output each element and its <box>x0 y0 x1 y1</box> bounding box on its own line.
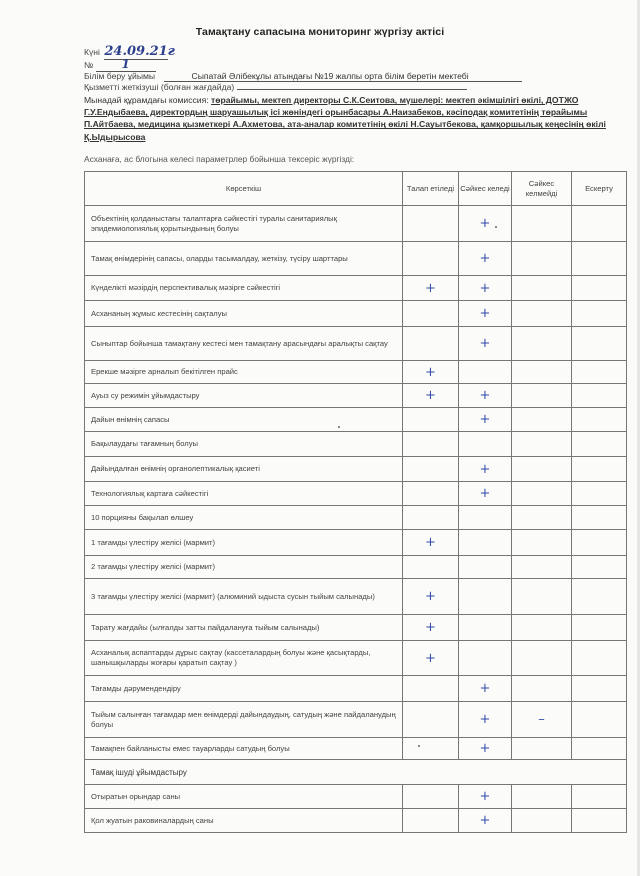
indicator-cell: Технологиялық картаға сәйкестігі <box>85 482 403 506</box>
required-cell <box>403 702 459 738</box>
compliant-cell: + <box>459 242 512 276</box>
header-compliant: Сәйкес келеді <box>459 172 512 206</box>
compliant-cell <box>459 579 512 615</box>
inspection-intro: Асханаға, ас блогына келесі параметрлер бойынша тексеріс жүргізді: <box>84 154 355 164</box>
noncompliant-cell <box>512 530 572 556</box>
required-cell <box>403 482 459 506</box>
required-cell <box>403 301 459 327</box>
indicator-cell: 10 порцияны бақылап өлшеу <box>85 506 403 530</box>
note-cell <box>572 641 627 676</box>
header-note: Ескерту <box>572 172 627 206</box>
noncompliant-cell <box>512 506 572 530</box>
required-cell <box>403 432 459 457</box>
note-cell <box>572 738 627 760</box>
date-value: 24.09.21г <box>104 44 175 59</box>
table-row <box>85 506 627 530</box>
compliant-cell <box>459 615 512 641</box>
noncompliant-cell <box>512 206 572 242</box>
compliant-cell <box>459 361 512 384</box>
note-cell <box>572 457 627 482</box>
table-row <box>85 785 627 809</box>
required-cell <box>403 785 459 809</box>
note-cell <box>572 408 627 432</box>
note-cell <box>572 556 627 579</box>
required-cell <box>403 408 459 432</box>
number-value: 1 <box>96 57 156 72</box>
noncompliant-cell <box>512 457 572 482</box>
commission-block <box>84 94 624 143</box>
noncompliant-cell <box>512 361 572 384</box>
header-noncompliant: Сәйкес келмейді <box>512 172 572 206</box>
indicator-cell: Дайын өнімнің сапасы <box>85 408 403 432</box>
indicator-cell: Ауыз су режимін ұйымдастыру <box>85 384 403 408</box>
indicator-cell: 2 тағамды үлестіру желісі (мармит) <box>85 556 403 579</box>
noncompliant-cell <box>512 556 572 579</box>
note-cell <box>572 276 627 301</box>
header-required: Талап етіледі <box>403 172 459 206</box>
indicator-cell: Тарату жағдайы (ылғалды затты пайдалануға тыйым салынады) <box>85 615 403 641</box>
table-row <box>85 276 627 301</box>
indicator-cell: Тамақпен байланысты емес тауарларды сатудың болуы <box>85 738 403 760</box>
indicator-cell: Тыйым салынған тағамдар мен өнімдерді дайындаудың, сатудың және пайдаланудың болуы <box>85 702 403 738</box>
table-section-row <box>85 760 627 785</box>
header-indicator: Көрсеткіш <box>85 172 403 206</box>
noncompliant-cell <box>512 579 572 615</box>
supplier-line <box>84 82 467 92</box>
compliant-cell: + <box>459 327 512 361</box>
required-cell: + <box>403 361 459 384</box>
indicator-cell: 3 тағамды үлестіру желісі (мармит) (алюминий ыдыста сусын тыйым салынады) <box>85 579 403 615</box>
table-row <box>85 242 627 276</box>
date-label: Күні <box>84 47 100 57</box>
compliant-cell: + <box>459 676 512 702</box>
compliant-cell: + <box>459 457 512 482</box>
note-cell <box>572 530 627 556</box>
noncompliant-cell <box>512 384 572 408</box>
table-row <box>85 738 627 760</box>
number-label: № <box>84 60 94 70</box>
table-row <box>85 206 627 242</box>
noncompliant-cell <box>512 615 572 641</box>
compliant-cell: + <box>459 809 512 833</box>
section-title: Тамақ ішуді ұйымдастыру <box>85 760 627 785</box>
indicator-cell: Асхананың жұмыс кестесінің сақталуы <box>85 301 403 327</box>
note-cell <box>572 432 627 457</box>
required-cell <box>403 809 459 833</box>
compliant-cell <box>459 432 512 457</box>
note-cell <box>572 361 627 384</box>
compliant-cell <box>459 641 512 676</box>
required-cell <box>403 206 459 242</box>
ink-speck <box>418 745 420 747</box>
required-cell: + <box>403 641 459 676</box>
noncompliant-cell <box>512 738 572 760</box>
required-cell <box>403 242 459 276</box>
note-cell <box>572 482 627 506</box>
school-value: Сыпатай Әлібекұлы атындағы №19 жалпы орта білім беретін мектебі <box>164 71 522 82</box>
note-cell <box>572 242 627 276</box>
table-row <box>85 432 627 457</box>
required-cell <box>403 738 459 760</box>
table-header-row <box>85 172 627 206</box>
commission-members: төрайымы, мектеп директоры С.К.Сеитова, мүшелері: мектеп әкімшілігі өкілі, ДОТЖО Г.У.Ендыбаева, директордың шаруашылық ісі жөніндегі орынбасары А.Наизабеков, кәсіподақ комитетінің төрайымы П.Айтбаева, медицина қызметкері А.Ахметова, ата-аналар комитетінің өкілі Н.Сауытбекова, қамқоршылық кеңесінің өкілі Қ.Ыдырысова <box>84 95 606 142</box>
table-row <box>85 809 627 833</box>
indicator-cell: Бақылаудағы тағамның болуы <box>85 432 403 457</box>
table-row <box>85 384 627 408</box>
required-cell <box>403 556 459 579</box>
compliant-cell: + <box>459 384 512 408</box>
compliant-cell: + <box>459 301 512 327</box>
indicator-cell: Сыныптар бойынша тамақтану кестесі мен тамақтану арасындағы аралықты сақтау <box>85 327 403 361</box>
indicator-cell: Асханалық аспаптарды дұрыс сақтау (кассеталардың болуы және қасықтарды, шанышқыларды жоғары қаратып сақтау ) <box>85 641 403 676</box>
noncompliant-cell <box>512 327 572 361</box>
school-line <box>84 71 522 82</box>
indicator-cell: Тағамды дәрумендендіру <box>85 676 403 702</box>
noncompliant-cell: – <box>512 702 572 738</box>
note-cell <box>572 676 627 702</box>
noncompliant-cell <box>512 276 572 301</box>
table-row <box>85 327 627 361</box>
table-row <box>85 482 627 506</box>
required-cell <box>403 327 459 361</box>
compliant-cell: + <box>459 408 512 432</box>
table-row <box>85 301 627 327</box>
compliant-cell: + <box>459 276 512 301</box>
table-row <box>85 641 627 676</box>
compliant-cell: + <box>459 482 512 506</box>
note-cell <box>572 579 627 615</box>
compliant-cell: + <box>459 785 512 809</box>
table-row <box>85 457 627 482</box>
note-cell <box>572 702 627 738</box>
noncompliant-cell <box>512 676 572 702</box>
noncompliant-cell <box>512 482 572 506</box>
required-cell: + <box>403 579 459 615</box>
required-cell: + <box>403 276 459 301</box>
noncompliant-cell <box>512 242 572 276</box>
table-row <box>85 530 627 556</box>
compliant-cell <box>459 556 512 579</box>
monitoring-table <box>84 171 627 833</box>
ink-speck <box>338 426 340 428</box>
noncompliant-cell <box>512 785 572 809</box>
supplier-blank <box>237 89 467 90</box>
table-row <box>85 556 627 579</box>
note-cell <box>572 327 627 361</box>
indicator-cell: 1 тағамды үлестіру желісі (мармит) <box>85 530 403 556</box>
table-row <box>85 676 627 702</box>
table-row <box>85 702 627 738</box>
note-cell <box>572 809 627 833</box>
noncompliant-cell <box>512 641 572 676</box>
compliant-cell: + <box>459 738 512 760</box>
noncompliant-cell <box>512 432 572 457</box>
compliant-cell: + <box>459 702 512 738</box>
required-cell: + <box>403 615 459 641</box>
required-cell <box>403 506 459 530</box>
document-title: Тамақтану сапасына мониторинг жүргізу актісі <box>195 26 445 38</box>
indicator-cell: Қол жуатын раковиналардың саны <box>85 809 403 833</box>
note-cell <box>572 301 627 327</box>
indicator-cell: Тамақ өнімдерінің сапасы, оларды тасымалдау, жеткізу, түсіру шарттары <box>85 242 403 276</box>
required-cell: + <box>403 384 459 408</box>
note-cell <box>572 506 627 530</box>
ink-speck <box>495 226 497 228</box>
indicator-cell: Объектінің қолданыстағы талаптарға сәйкестігі туралы санитариялық эпидемиологиялық қорытындының болуы <box>85 206 403 242</box>
indicator-cell: Дайындалған өнімнің органолептикалық қасиеті <box>85 457 403 482</box>
compliant-cell: + <box>459 206 512 242</box>
note-cell <box>572 384 627 408</box>
required-cell: + <box>403 530 459 556</box>
noncompliant-cell <box>512 809 572 833</box>
noncompliant-cell <box>512 408 572 432</box>
compliant-cell <box>459 506 512 530</box>
compliant-cell <box>459 530 512 556</box>
table-row <box>85 361 627 384</box>
note-cell <box>572 785 627 809</box>
indicator-cell: Күнделікті мәзірдің перспективалық мәзірге сәйкестігі <box>85 276 403 301</box>
number-line <box>84 57 156 72</box>
school-label: Білім беру ұйымы <box>84 71 156 81</box>
note-cell <box>572 615 627 641</box>
indicator-cell: Отыратын орындар саны <box>85 785 403 809</box>
table-row <box>85 579 627 615</box>
table-row <box>85 615 627 641</box>
required-cell <box>403 676 459 702</box>
noncompliant-cell <box>512 301 572 327</box>
commission-label: Мынадай құрамдағы комиссия: <box>84 95 209 105</box>
required-cell <box>403 457 459 482</box>
table-row <box>85 408 627 432</box>
note-cell <box>572 206 627 242</box>
supplier-label: Қызметті жеткізуші (болған жағдайда) <box>84 82 235 92</box>
indicator-cell: Ерекше мәзірге арналып бекітілген прайс <box>85 361 403 384</box>
